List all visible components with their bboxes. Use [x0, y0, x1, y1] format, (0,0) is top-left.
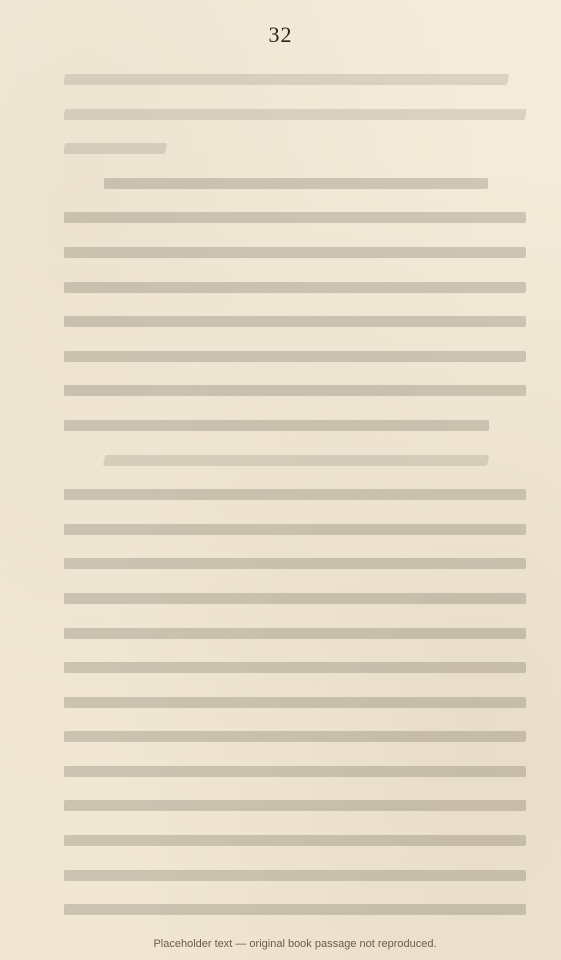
text-line [64, 270, 526, 305]
text-line [64, 616, 526, 651]
text-line [64, 788, 526, 823]
text-line [64, 235, 526, 270]
text-line [64, 304, 526, 339]
text-line [64, 200, 526, 235]
text-line [64, 339, 526, 374]
text-line [64, 546, 526, 581]
text-line [64, 477, 526, 512]
text-line [64, 754, 526, 789]
body-text [64, 62, 526, 927]
text-line [64, 443, 526, 478]
text-line [64, 685, 526, 720]
text-line [64, 97, 526, 132]
text-line [64, 581, 526, 616]
text-line [64, 823, 526, 858]
text-line [64, 719, 526, 754]
text-line [64, 408, 526, 443]
page-number: 32 [268, 22, 293, 47]
text-line [64, 373, 526, 408]
text-line [64, 166, 526, 201]
text-line [64, 650, 526, 685]
text-line [64, 892, 526, 927]
text-line [64, 131, 526, 166]
text-line [64, 62, 526, 97]
text-line [64, 858, 526, 893]
text-line [64, 512, 526, 547]
placeholder-note: Placeholder text — original book passage not reproduced. [153, 938, 437, 950]
